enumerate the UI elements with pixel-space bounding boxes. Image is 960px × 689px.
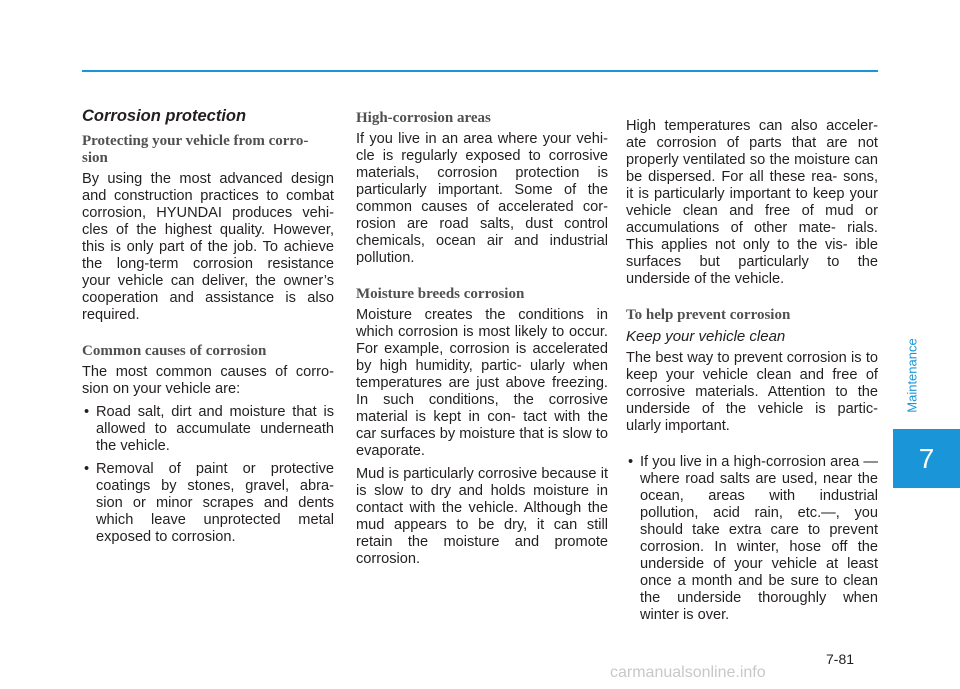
paragraph-protecting: By using the most advanced design and construction practices to combat corrosion, HYUNDAI produces vehi- cles of the highest quality. However, this is only part of the job. To achieve the long-term corrosion resistance your vehicle can deliver, the owner’s cooperation and assistance is also required.: [82, 171, 334, 323]
prevent-list: [626, 454, 878, 624]
list-item: • Removal of paint or protective coatings by stones, gravel, abra- sion or minor scrapes and dents which leave unprotected metal exposed to corrosion.: [82, 461, 334, 546]
paragraph-high-temperatures: High temperatures can also acceler- ate corrosion of parts that are not properly ventilated so the moisture can be dispersed. For all these rea- sons, it is particularly important to keep your vehicle clean and free of mud or accumulations of other mate- rials. This applies not only to the vis- ible surfaces but particularly to the underside of the vehicle.: [626, 118, 878, 287]
page-number: 7-81: [826, 651, 855, 667]
list-item: • Road salt, dirt and moisture that is allowed to accumulate underneath the vehicle.: [82, 404, 334, 455]
subheading-protecting: Protecting your vehicle from corro- sion: [82, 133, 309, 166]
column-1: [82, 108, 334, 552]
subheading-prevent: To help prevent corrosion: [626, 307, 791, 323]
column-2: [356, 108, 608, 574]
subheading-moisture: Moisture breeds corrosion: [356, 286, 525, 302]
watermark: carmanualsonline.info: [610, 664, 766, 681]
chapter-side-label: [897, 330, 927, 420]
paragraph-moisture-1: Moisture creates the conditions in which corrosion is most likely to occur. For example, corrosion is accelerated by high humidity, partic- ularly when temperatures are just above freezing. In such conditions, the corrosive material is kept in con- tact with the car surfaces by moisture that is slow to evaporate.: [356, 307, 608, 459]
paragraph-high-corrosion: If you live in an area where your vehi- cle is regularly exposed to corrosive materials, corrosion protection is particularly important. Some of the common causes of accelerated cor- rosion are road salts, dust control chemicals, ocean air and industrial pollution.: [356, 131, 608, 266]
section-title: Corrosion protection: [82, 107, 247, 125]
chapter-label-text: Maintenance: [904, 337, 920, 413]
causes-list: [82, 404, 334, 546]
paragraph-keep-clean: The best way to prevent corrosion is to keep your vehicle clean and free of corrosive materials. Attention to the underside of the vehicle is partic- ularly important.: [626, 350, 878, 434]
paragraph-moisture-2: Mud is particularly corrosive because it is slow to dry and holds moisture in contact with the vehicle. Although the mud appears to be dry, it can still retain the moisture and promote corrosion.: [356, 466, 608, 567]
chapter-tab: 7: [893, 429, 960, 488]
column-3: [626, 118, 878, 630]
subheading-high-corrosion: High-corrosion areas: [356, 110, 491, 126]
list-item: • If you live in a high-corrosion area — where road salts are used, near the ocean, areas with industrial pollution, acid rain, etc.—, you should take extra care to prevent corrosion. In winter, hose off the underside of your vehicle at least once a month and be sure to clean the underside thoroughly when winter is over.: [626, 454, 878, 624]
subheading-common-causes: Common causes of corrosion: [82, 343, 267, 359]
paragraph-common-causes: The most common causes of corro- sion on your vehicle are:: [82, 364, 334, 397]
header-rule: [82, 70, 878, 72]
subheading-keep-clean: Keep your vehicle clean: [626, 328, 786, 345]
